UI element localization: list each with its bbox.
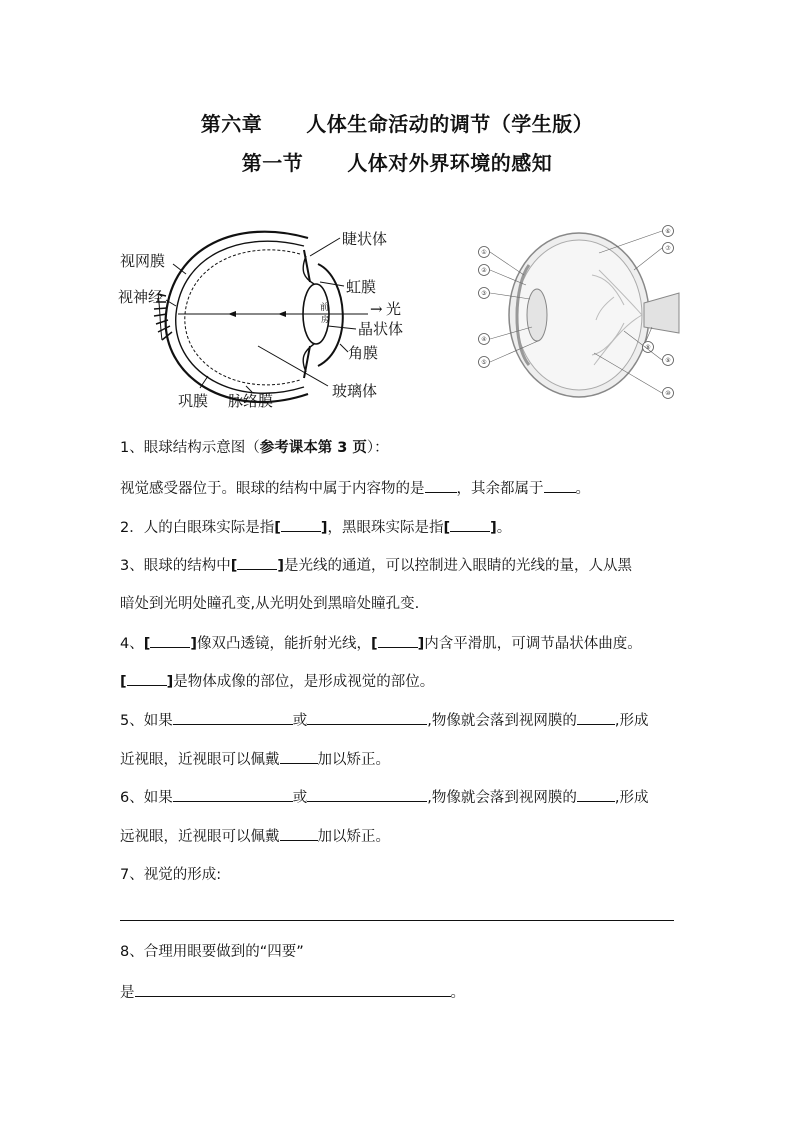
answer-blank[interactable] (450, 517, 490, 532)
section-number: 第一节 (241, 151, 304, 175)
section-name: 人体对外界环境的感知 (347, 151, 553, 175)
textbook-reference: 参考课本第 3 页 (259, 440, 367, 456)
question-3-line2: 暗处到光明处瞳孔变,从光明处到黑暗处瞳孔变. (120, 596, 420, 612)
question-6: 6、如果 或 ,物像就会落到视网膜的 ,形成 (120, 787, 648, 808)
answer-blank[interactable] (135, 982, 451, 997)
label-choroid: 脉络膜 (228, 392, 274, 410)
eye-diagram-labeled (118, 216, 423, 416)
answer-blank[interactable] (280, 749, 318, 764)
label-chamber: 房 (321, 315, 329, 324)
answer-blank[interactable] (280, 826, 318, 841)
answer-blank[interactable] (307, 787, 427, 802)
question-5-line2: 近视眼，近视眼可以佩戴 加以矫正。 (120, 749, 390, 770)
answer-blank[interactable] (173, 710, 293, 725)
answer-blank[interactable] (127, 671, 167, 686)
chapter-number: 第六章 (200, 112, 263, 136)
marker-1: ① (481, 249, 487, 256)
answer-blank[interactable] (281, 517, 321, 532)
marker-2: ② (481, 267, 487, 274)
answer-blank[interactable] (544, 478, 576, 493)
question-1: 1、眼球结构示意图（参考课本第 3 页）： (120, 440, 389, 456)
answer-blank[interactable] (425, 478, 457, 493)
question-4: 4、[ ]像双凸透镜，能折射光线，[ ]内含平滑肌，可调节晶状体曲度。 (120, 633, 642, 654)
marker-5: ⑤ (481, 359, 487, 366)
answer-blank[interactable] (378, 633, 418, 648)
chapter-title (0, 108, 794, 137)
eye-diagram-numbered (474, 215, 684, 410)
marker-10: ⑩ (665, 390, 671, 397)
label-arrow: → (370, 300, 383, 318)
answer-line[interactable] (120, 920, 674, 921)
question-1-blanks: 视觉感受器位于。眼球的结构中属于内容物的是 ，其余都属于 。 (120, 478, 590, 499)
question-3: 3、眼球的结构中[ ]是光线的通道，可以控制进入眼睛的光线的量，人从黑 (120, 555, 632, 576)
marker-3: ③ (481, 290, 487, 297)
answer-blank[interactable] (577, 710, 615, 725)
label-iris: 虹膜 (346, 278, 377, 296)
chapter-name: 人体生命活动的调节（学生版） (306, 112, 594, 136)
answer-blank[interactable] (150, 633, 190, 648)
label-cornea: 角膜 (348, 344, 379, 362)
marker-4: ④ (481, 336, 487, 343)
question-6-line2: 远视眼，近视眼可以佩戴 加以矫正。 (120, 826, 390, 847)
question-8: 8、合理用眼要做到的“四要” (120, 944, 304, 960)
marker-6: ⑥ (665, 228, 671, 235)
answer-blank[interactable] (173, 787, 293, 802)
marker-8: ⑧ (645, 344, 651, 351)
marker-9: ⑨ (665, 357, 671, 364)
label-vitreous: 玻璃体 (332, 382, 378, 400)
question-4-line2: [ ]是物体成像的部位，是形成视觉的部位。 (120, 671, 434, 692)
label-optic-nerve: 视神经 (118, 288, 164, 306)
question-7: 7、视觉的形成: (120, 867, 222, 883)
label-front-chamber: 前 (320, 303, 330, 313)
question-5: 5、如果 或 ,物像就会落到视网膜的 ,形成 (120, 710, 648, 731)
label-ciliary: 睫状体 (342, 230, 388, 248)
label-retina: 视网膜 (120, 252, 166, 270)
label-sclera: 巩膜 (178, 392, 209, 410)
label-light: 光 (386, 300, 402, 318)
section-title (0, 147, 794, 176)
answer-blank[interactable] (577, 787, 615, 802)
label-lens: 晶状体 (358, 320, 404, 338)
answer-blank[interactable] (307, 710, 427, 725)
marker-7: ⑦ (665, 245, 671, 252)
answer-blank[interactable] (237, 555, 277, 570)
question-8-answer: 是 。 (120, 982, 465, 1003)
question-2: 2．人的白眼珠实际是指[ ]，黑眼珠实际是指[ ]。 (120, 517, 511, 538)
